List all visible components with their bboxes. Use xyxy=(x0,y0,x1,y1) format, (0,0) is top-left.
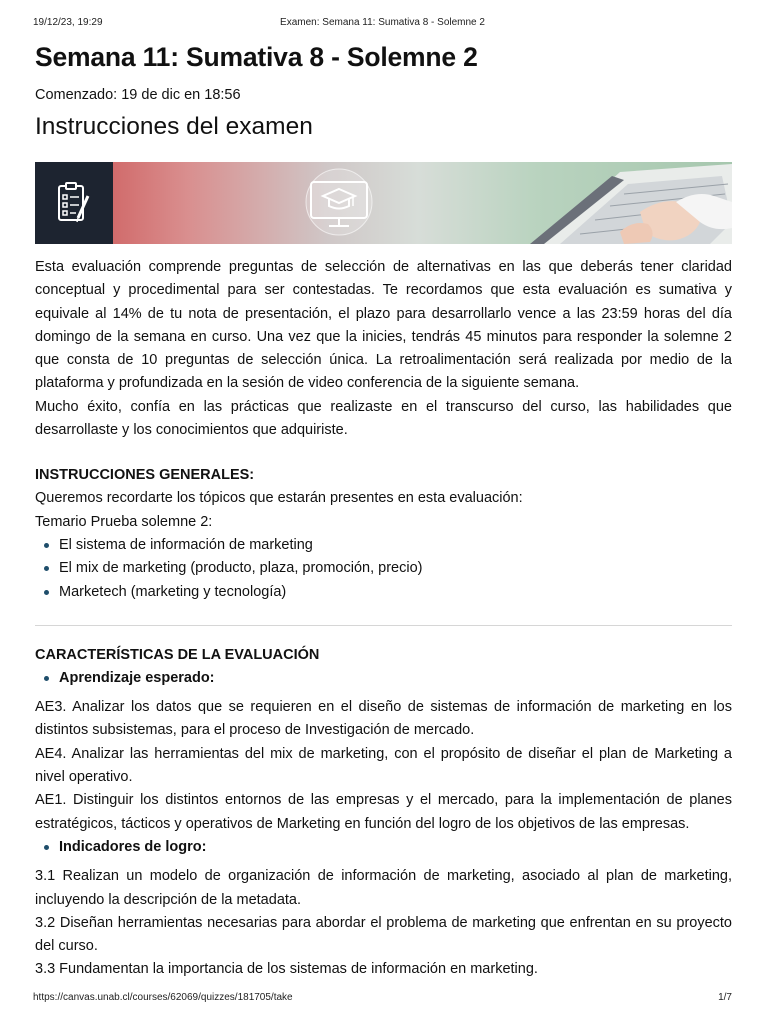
indicator-3-2: 3.2 Diseñan herramientas necesarias para abordar el problema de marketing que enfrentan en su proyecto del curso. xyxy=(35,914,732,955)
checklist-document-icon xyxy=(57,182,91,224)
general-instructions-heading: INSTRUCCIONES GENERALES: xyxy=(35,467,255,484)
intro-paragraph: Esta evaluación comprende preguntas de selección de alternativas en las que deberás tener claridad conceptual y procedimental para ser contestadas. Te recordamos que esta evaluación es sumativa y equivale al 14% de tu nota de presentación, el plazo para desarrollarlo vence a las 23:59 horas del día domingo de la semana en curso. Una vez que la inicies, tendrás 45 minutos para responder la solemne 2 que consta de 10 preguntas de selección única. La retroalimentación será realizada por medio de la plataforma y profundizada en la sesión de video conferencia de la siguiente semana. xyxy=(35,259,732,392)
list-item: Marketech (marketing y tecnología) xyxy=(59,581,732,604)
quiz-content xyxy=(35,40,732,982)
section-divider xyxy=(35,625,732,626)
evaluation-characteristics-heading: CARACTERÍSTICAS DE LA EVALUACIÓN xyxy=(35,646,320,663)
expected-learning-ae4: AE4. Analizar las herramientas del mix de marketing, con el propósito de diseñar el plan de Marketing a nivel operativo. xyxy=(35,745,732,786)
started-timestamp: Comenzado: 19 de dic en 18:56 xyxy=(35,87,241,103)
instructions-banner xyxy=(35,162,732,244)
quiz-title: Semana 11: Sumativa 8 - Solemne 2 xyxy=(35,42,478,72)
page-number: 1/7 xyxy=(718,992,732,1003)
achievement-indicators-label: Indicadores de logro: xyxy=(59,836,732,859)
syllabus-label: Temario Prueba solemne 2: xyxy=(35,513,213,530)
graduation-cap-monitor-icon xyxy=(291,168,387,238)
list-item: El mix de marketing (producto, plaza, promoción, precio) xyxy=(59,557,732,580)
expected-learning-ae1: AE1. Distinguir los distintos entornos de las empresas y el mercado, para la implementación de planes estratégicos, tácticos y operativos de Marketing en función del logro de los objetivos de las empresas. xyxy=(35,792,732,832)
laptop-typing-hands-image xyxy=(500,162,732,244)
print-footer xyxy=(33,992,732,1006)
print-header xyxy=(33,17,732,31)
print-datetime: 19/12/23, 19:29 xyxy=(33,17,103,28)
achievement-indicators-bullet xyxy=(35,836,732,859)
instructions-heading: Instrucciones del examen xyxy=(35,113,313,140)
expected-learning-label: Aprendizaje esperado: xyxy=(59,667,732,690)
intro-paragraph-closing: Mucho éxito, confía en las prácticas que realizaste en el transcurso del curso, las habilidades que desarrollaste y los conocimientos que adquiriste. xyxy=(35,398,732,439)
list-item: El sistema de información de marketing xyxy=(59,534,732,557)
page-url: https://canvas.unab.cl/courses/62069/quizzes/181705/take xyxy=(33,992,293,1003)
expected-learning-ae3: AE3. Analizar los datos que se requieren en el diseño de sistemas de información de marketing en los distintos subsistemas, para el proceso de Investigación de mercado. xyxy=(35,699,732,739)
indicator-3-1: 3.1 Realizan un modelo de organización de información de marketing, asociado al plan de marketing, incluyendo la descripción de la metadata. xyxy=(35,868,732,908)
print-document-title: Examen: Semana 11: Sumativa 8 - Solemne 2 xyxy=(280,17,485,28)
indicator-3-3: 3.3 Fundamentan la importancia de los sistemas de información en marketing. xyxy=(35,961,538,978)
general-instructions-intro: Queremos recordarte los tópicos que estarán presentes en esta evaluación: xyxy=(35,490,523,507)
syllabus-topics-list xyxy=(35,534,732,604)
expected-learning-bullet xyxy=(35,667,732,690)
